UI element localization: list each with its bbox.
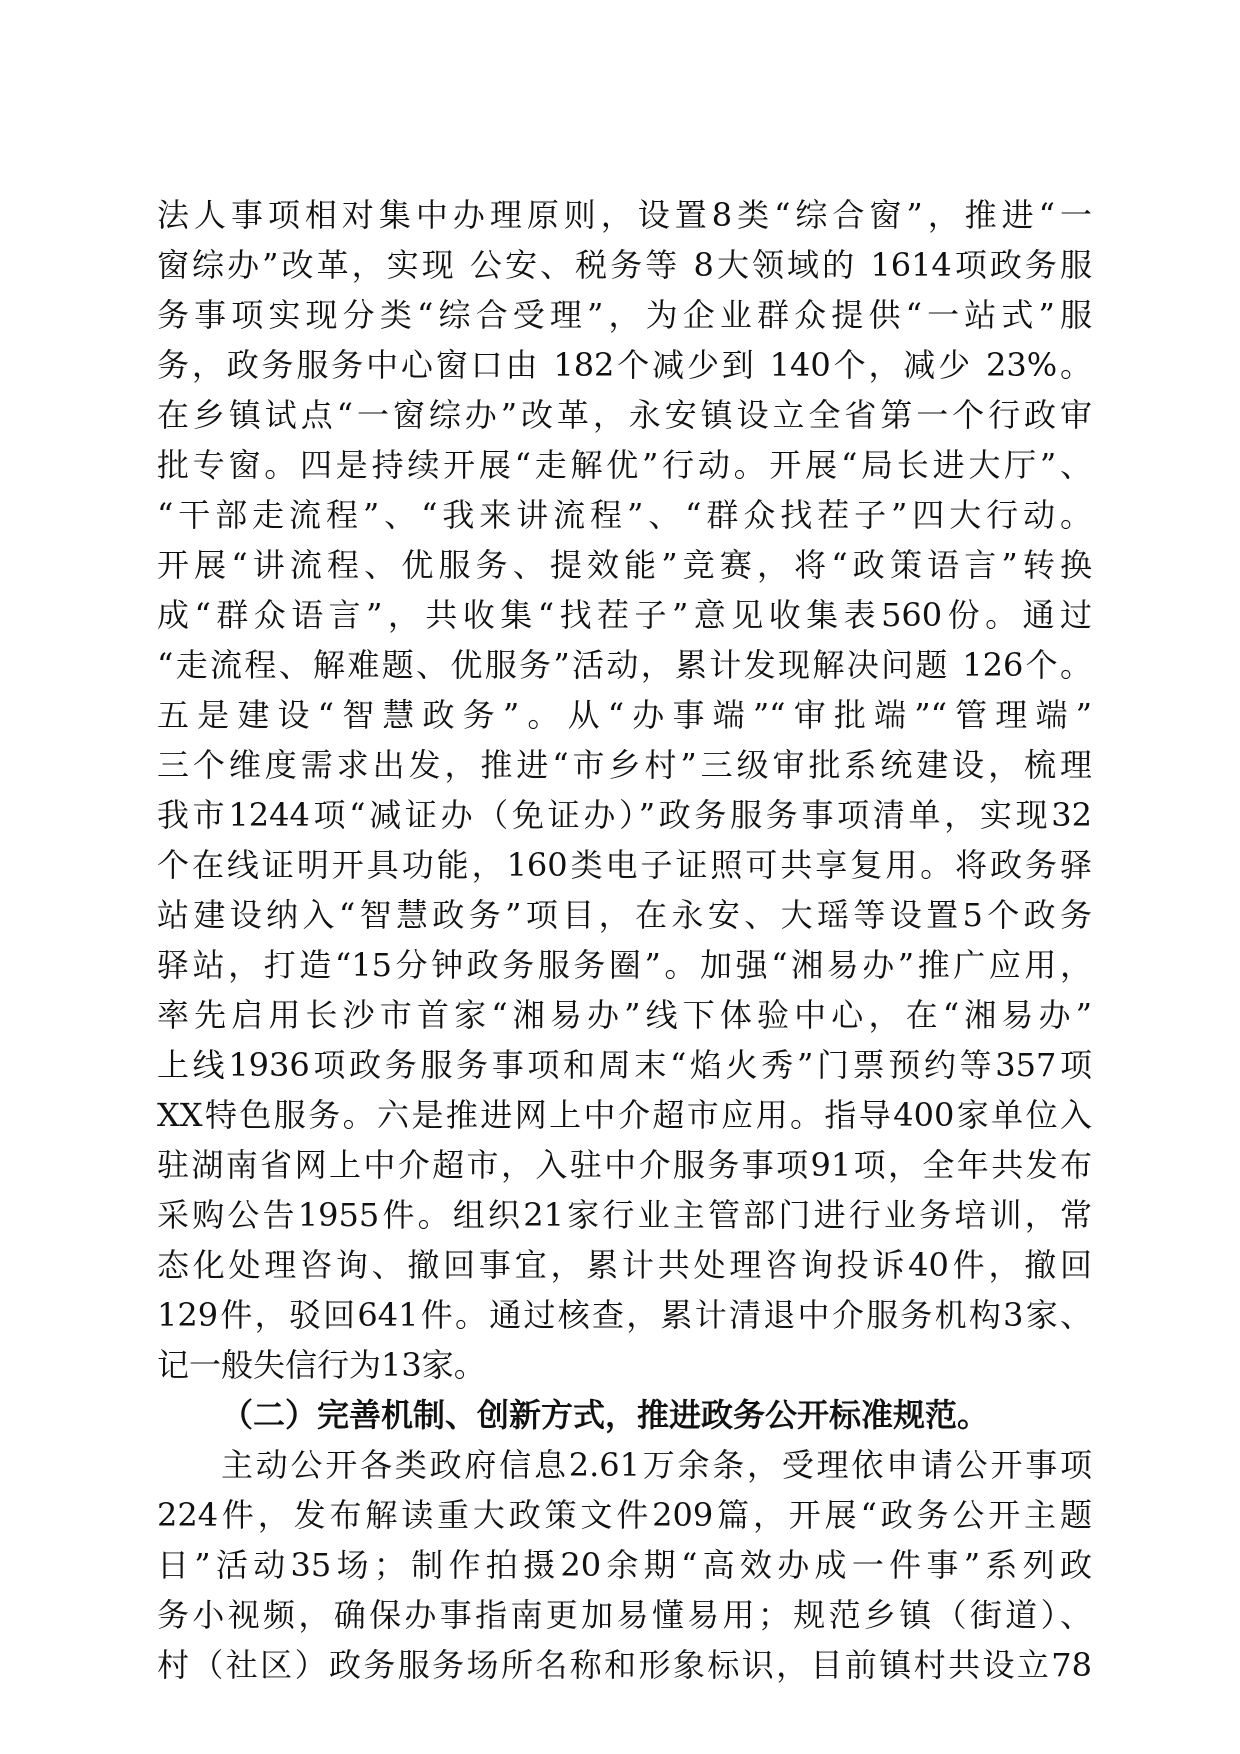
text-line: 三个维度需求出发，推进“市乡村”三级审批系统建设，梳理	[157, 746, 1092, 784]
text-line: 村（社区）政务服务场所名称和形象标识，目前镇村共设立78	[157, 1646, 1092, 1684]
text-line: 窗综办”改革，实现 公安、税务等 8大领域的 1614项政务服	[157, 246, 1092, 284]
text-line: 上线1936项政务服务事项和周末“焰火秀”门票预约等357项	[157, 1046, 1092, 1084]
text-line: 法人事项相对集中办理原则，设置8类“综合窗”，推进“一	[157, 196, 1092, 234]
section-2-heading: （二）完善机制、创新方式，推进政务公开标准规范。	[221, 1396, 990, 1434]
text-line: 务小视频，确保办事指南更加易懂易用；规范乡镇（街道）、	[157, 1596, 1092, 1634]
text-line: 务事项实现分类“综合受理”，为企业群众提供“一站式”服	[157, 296, 1092, 334]
text-line: 224件，发布解读重大政策文件209篇，开展“政务公开主题	[157, 1496, 1092, 1534]
section-1-paragraph	[157, 190, 1092, 1390]
text-line: 五是建设“智慧政务”。从“办事端”“审批端”“管理端”	[157, 696, 1092, 734]
text-line: 记一般失信行为13家。	[157, 1346, 486, 1384]
text-line: 采购公告1955件。组织21家行业主管部门进行业务培训，常	[157, 1196, 1092, 1234]
text-line: 站建设纳入“智慧政务”项目，在永安、大瑶等设置5个政务	[157, 896, 1092, 934]
text-line: 成“群众语言”，共收集“找茬子”意见收集表560份。通过	[157, 596, 1092, 634]
text-line: 我市1244项“减证办（免证办）”政务服务事项清单，实现32	[157, 796, 1092, 834]
text-line: 驻湖南省网上中介超市，入驻中介服务事项91项，全年共发布	[157, 1146, 1092, 1184]
text-line: 驿站，打造“15分钟政务服务圈”。加强“湘易办”推广应用，	[157, 946, 1092, 984]
text-line: 在乡镇试点“一窗综办”改革，永安镇设立全省第一个行政审	[157, 396, 1092, 434]
text-line: 率先启用长沙市首家“湘易办”线下体验中心，在“湘易办”	[157, 996, 1092, 1034]
text-line: 态化处理咨询、撤回事宜，累计共处理咨询投诉40件，撤回	[157, 1246, 1092, 1284]
text-line: 日”活动35场；制作拍摄20余期“高效办成一件事”系列政	[157, 1546, 1092, 1584]
text-line: “干部走流程”、“我来讲流程”、“群众找茬子”四大行动。	[157, 496, 1092, 534]
text-line: 129件，驳回641件。通过核查，累计清退中介服务机构3家、	[157, 1296, 1092, 1334]
text-line: 主动公开各类政府信息2.61万余条，受理依申请公开事项	[221, 1446, 1092, 1484]
section-2-paragraph	[157, 1440, 1092, 1690]
text-line: 个在线证明开具功能，160类电子证照可共享复用。将政务驿	[157, 846, 1092, 884]
text-line: 务，政务服务中心窗口由 182个减少到 140个，减少 23%。	[157, 346, 1092, 384]
text-line: “走流程、解难题、优服务”活动，累计发现解决问题 126个。	[157, 646, 1092, 684]
text-line: 批专窗。四是持续开展“走解优”行动。开展“局长进大厅”、	[157, 446, 1092, 484]
document-body	[157, 190, 1092, 1690]
text-line: XX特色服务。六是推进网上中介超市应用。指导400家单位入	[157, 1096, 1092, 1134]
text-line: 开展“讲流程、优服务、提效能”竞赛，将“政策语言”转换	[157, 546, 1092, 584]
